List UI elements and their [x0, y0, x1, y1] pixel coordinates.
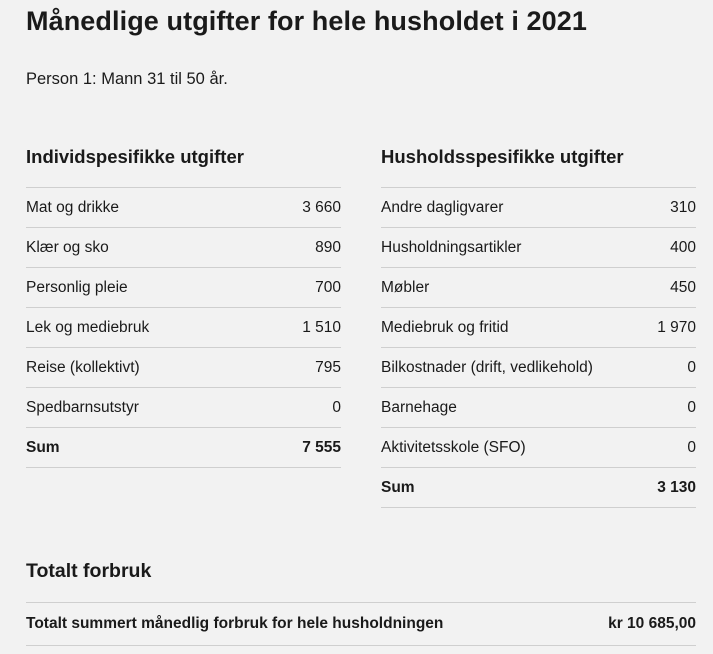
row-value: 700	[315, 278, 341, 296]
row-label: Spedbarnsutstyr	[26, 398, 139, 416]
total-label: Totalt summert månedlig forbruk for hele husholdningen	[26, 615, 444, 632]
row-label: Mediebruk og fritid	[381, 318, 509, 336]
row-label: Andre dagligvarer	[381, 198, 504, 216]
row-label: Aktivitetsskole (SFO)	[381, 438, 526, 456]
row-label: Husholdningsartikler	[381, 238, 522, 256]
total-heading: Totalt forbruk	[26, 560, 152, 582]
row-value: 0	[687, 398, 696, 416]
table-row	[26, 388, 341, 428]
row-value: 400	[670, 238, 696, 256]
individual-expenses-section	[26, 145, 341, 468]
row-value: 1 510	[302, 318, 341, 336]
table-row	[381, 268, 696, 308]
total-value: kr 10 685,00	[608, 615, 696, 632]
table-row	[381, 428, 696, 468]
table-row	[381, 188, 696, 228]
household-expenses-heading: Husholdsspesifikke utgifter	[381, 146, 624, 167]
individual-expenses-heading: Individspesifikke utgifter	[26, 146, 244, 167]
table-row	[381, 228, 696, 268]
row-value: 3 660	[302, 198, 341, 216]
table-row	[26, 188, 341, 228]
row-label: Barnehage	[381, 398, 457, 416]
row-label: Klær og sko	[26, 238, 109, 256]
row-value: 0	[332, 398, 341, 416]
table-row	[26, 268, 341, 308]
row-label: Bilkostnader (drift, vedlikehold)	[381, 358, 593, 376]
table-row	[26, 348, 341, 388]
row-label: Reise (kollektivt)	[26, 358, 140, 376]
table-row	[26, 308, 341, 348]
row-label: Møbler	[381, 278, 430, 296]
person-description: Person 1: Mann 31 til 50 år.	[26, 70, 228, 88]
sum-value: 7 555	[302, 438, 341, 456]
row-value: 1 970	[657, 318, 696, 336]
row-label: Personlig pleie	[26, 278, 128, 296]
household-expenses-table	[381, 187, 696, 508]
row-value: 795	[315, 358, 341, 376]
sum-row	[381, 468, 696, 508]
row-label: Mat og drikke	[26, 198, 120, 216]
sum-value: 3 130	[657, 478, 696, 496]
row-value: 0	[687, 358, 696, 376]
sum-label: Sum	[26, 438, 60, 456]
table-row	[26, 228, 341, 268]
total-row	[26, 602, 696, 646]
household-expenses-section	[381, 145, 696, 508]
sum-row	[26, 428, 341, 468]
row-value: 0	[687, 438, 696, 456]
individual-expenses-table	[26, 187, 341, 468]
sum-label: Sum	[381, 478, 415, 496]
table-row	[381, 308, 696, 348]
page-title: Månedlige utgifter for hele husholdet i 2021	[26, 6, 587, 36]
row-label: Lek og mediebruk	[26, 318, 150, 336]
row-value: 310	[670, 198, 696, 216]
row-value: 450	[670, 278, 696, 296]
table-row	[381, 388, 696, 428]
table-row	[381, 348, 696, 388]
row-value: 890	[315, 238, 341, 256]
